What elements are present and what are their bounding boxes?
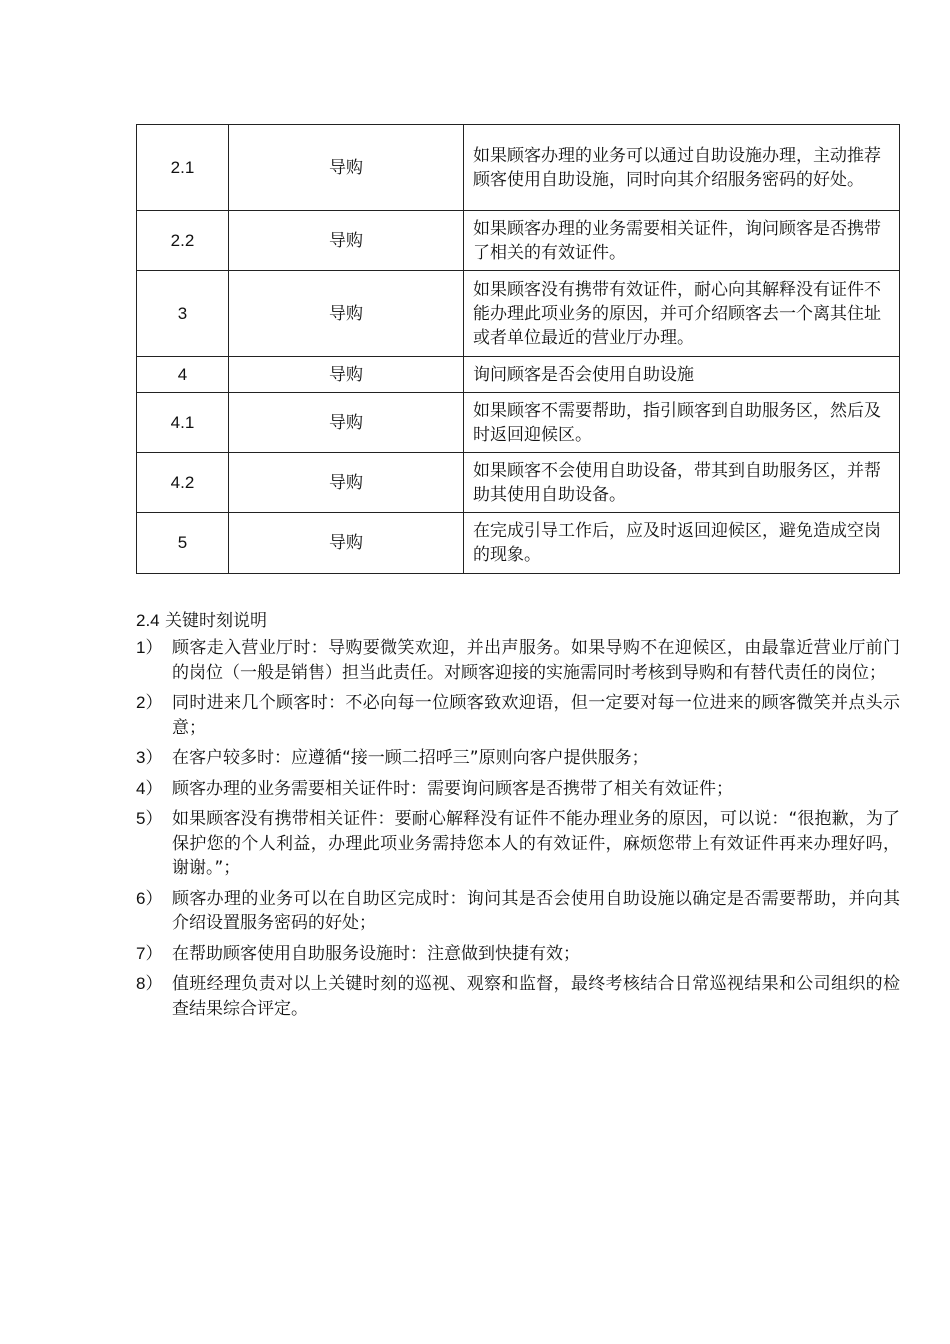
step-number-cell: 4.2 bbox=[137, 453, 229, 513]
table-row bbox=[137, 513, 900, 574]
step-role-cell: 导购 bbox=[229, 125, 464, 211]
table-row bbox=[137, 453, 900, 513]
list-item bbox=[136, 691, 900, 740]
section-heading bbox=[136, 608, 900, 634]
list-item-marker: 4） bbox=[136, 778, 163, 798]
list-item-marker: 7） bbox=[136, 943, 163, 963]
list-item bbox=[136, 777, 900, 802]
section-title: 关键时刻说明 bbox=[165, 611, 268, 631]
step-description-cell: 如果顾客办理的业务可以通过自助设施办理，主动推荐顾客使用自助设施，同时向其介绍服务密码的好处。 bbox=[464, 125, 900, 211]
step-number-cell: 2.2 bbox=[137, 211, 229, 271]
step-role-cell: 导购 bbox=[229, 453, 464, 513]
list-item-marker: 3） bbox=[136, 748, 163, 767]
table-row bbox=[137, 357, 900, 393]
list-item-text: 顾客办理的业务可以在自助区完成时：询问其是否会使用自助设施以确定是否需要帮助，并向其介绍设置服务密码的好处； bbox=[172, 888, 900, 933]
list-item-text: 同时进来几个顾客时：不必向每一位顾客致欢迎语，但一定要对每一位进来的顾客微笑并点头示意； bbox=[172, 693, 900, 738]
list-item-marker: 1） bbox=[136, 638, 163, 657]
table-row bbox=[137, 271, 900, 357]
list-item-text: 在客户较多时：应遵循“接一顾二招呼三”原则向客户提供服务； bbox=[172, 748, 649, 768]
step-description-cell: 在完成引导工作后，应及时返回迎候区，避免造成空岗的现象。 bbox=[464, 513, 900, 574]
table-row bbox=[137, 125, 900, 211]
key-moments-section bbox=[136, 608, 900, 1027]
step-number-cell: 5 bbox=[137, 513, 229, 574]
step-number-cell: 4.1 bbox=[137, 393, 229, 453]
steps-table bbox=[136, 124, 900, 574]
step-description-cell: 如果顾客不需要帮助，指引顾客到自助服务区，然后及时返回迎候区。 bbox=[464, 393, 900, 453]
step-role-cell: 导购 bbox=[229, 393, 464, 453]
list-item-text: 值班经理负责对以上关键时刻的巡视、观察和监督，最终考核结合日常巡视结果和公司组织的检查结果综合评定。 bbox=[172, 974, 900, 1019]
step-description-cell: 询问顾客是否会使用自助设施 bbox=[464, 357, 900, 393]
table-row bbox=[137, 211, 900, 271]
list-item bbox=[136, 807, 900, 881]
step-number-cell: 2.1 bbox=[137, 125, 229, 211]
list-item-marker: 6） bbox=[136, 888, 163, 908]
key-moments-list bbox=[136, 636, 900, 1021]
step-number-cell: 4 bbox=[137, 357, 229, 393]
step-role-cell: 导购 bbox=[229, 357, 464, 393]
step-number-cell: 3 bbox=[137, 271, 229, 357]
list-item bbox=[136, 746, 900, 771]
step-role-cell: 导购 bbox=[229, 271, 464, 357]
steps-table-body bbox=[137, 125, 900, 574]
list-item-text: 如果顾客没有携带相关证件：要耐心解释没有证件不能办理业务的原因，可以说：“很抱歉，为了保护您的个人利益，办理此项业务需持您本人的有效证件，麻烦您带上有效证件再来办理好吗，谢谢。”； bbox=[172, 809, 900, 878]
list-item bbox=[136, 887, 900, 936]
step-description-cell: 如果顾客办理的业务需要相关证件，询问顾客是否携带了相关的有效证件。 bbox=[464, 211, 900, 271]
list-item-marker: 8） bbox=[136, 974, 163, 993]
step-description-cell: 如果顾客不会使用自助设备，带其到自助服务区，并帮助其使用自助设备。 bbox=[464, 453, 900, 513]
list-item-text: 顾客走入营业厅时：导购要微笑欢迎，并出声服务。如果导购不在迎候区，由最靠近营业厅前门的岗位（一般是销售）担当此责任。对顾客迎接的实施需同时考核到导购和有替代责任的岗位； bbox=[172, 638, 900, 683]
list-item-marker: 2） bbox=[136, 693, 163, 712]
list-item-text: 顾客办理的业务需要相关证件时：需要询问顾客是否携带了相关有效证件； bbox=[172, 778, 733, 799]
list-item bbox=[136, 972, 900, 1021]
step-description-cell: 如果顾客没有携带有效证件，耐心向其解释没有证件不能办理此项业务的原因，并可介绍顾客去一个离其住址或者单位最近的营业厅办理。 bbox=[464, 271, 900, 357]
list-item bbox=[136, 636, 900, 685]
list-item bbox=[136, 942, 900, 967]
section-number: 2.4 bbox=[136, 611, 160, 630]
step-role-cell: 导购 bbox=[229, 513, 464, 574]
list-item-text: 在帮助顾客使用自助服务设施时：注意做到快捷有效； bbox=[172, 943, 580, 964]
list-item-marker: 5） bbox=[136, 809, 163, 828]
step-role-cell: 导购 bbox=[229, 211, 464, 271]
table-row bbox=[137, 393, 900, 453]
